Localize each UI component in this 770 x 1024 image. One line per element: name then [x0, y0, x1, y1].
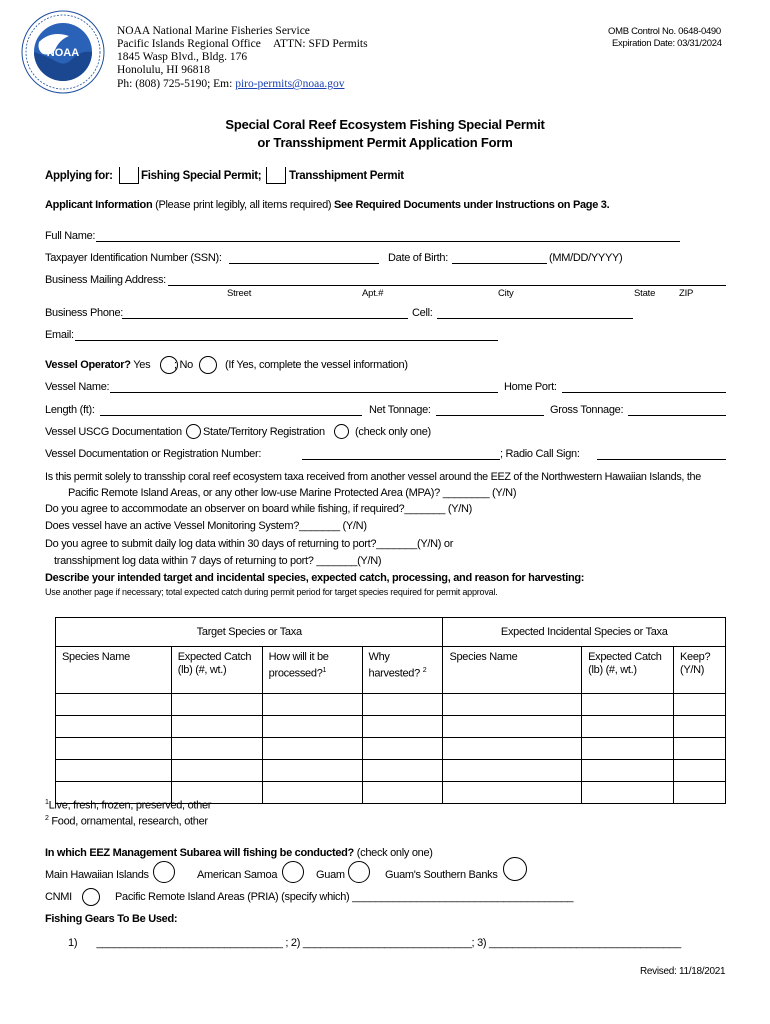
american-samoa-label: American Samoa — [197, 869, 278, 881]
noaa-logo — [21, 10, 105, 94]
agency-name: NOAA National Marine Fisheries Service — [117, 25, 310, 37]
ssn-label: Taxpayer Identification Number (SSN): — [45, 252, 222, 264]
table-cell[interactable] — [673, 760, 725, 782]
table-cell[interactable] — [443, 760, 582, 782]
dob-label: Date of Birth: — [388, 252, 448, 264]
email-link[interactable]: piro-permits@noaa.gov — [235, 78, 345, 90]
target-species-header: Target Species or Taxa — [56, 618, 443, 647]
applying-for-label: Applying for: — [45, 170, 113, 182]
street-caption: Street — [227, 288, 252, 299]
transshipment-permit-checkbox[interactable] — [266, 167, 286, 184]
uscg-documentation-radio[interactable] — [186, 424, 201, 439]
omb-control: OMB Control No. 0648-0490 — [608, 26, 721, 37]
length-label: Length (ft): — [45, 404, 95, 416]
state-registration-label: State/Territory Registration — [203, 426, 325, 438]
form-title-line2: or Transshipment Permit Application Form — [257, 135, 513, 150]
log-data-question-line1: Do you agree to submit daily log data within 30 days of returning to port?_______(Y/N) or — [45, 538, 454, 550]
transship-question-line2: Pacific Remote Island Areas, or any other low-use Marine Protected Area (MPA)? ________ (Y/N) — [68, 487, 517, 499]
table-cell[interactable] — [171, 738, 262, 760]
table-cell[interactable] — [673, 782, 725, 804]
gross-tonnage-field[interactable] — [628, 415, 726, 416]
radio-call-sign-field[interactable] — [597, 459, 726, 460]
transship-question-line1: Is this permit solely to transship coral reef ecosystem taxa received from another vessel around the EEZ of the Northwestern Hawaiian Islands, the — [45, 471, 701, 483]
table-row — [56, 738, 726, 760]
table-cell[interactable] — [171, 760, 262, 782]
dob-format: (MM/DD/YYYY) — [549, 252, 623, 264]
table-cell[interactable] — [673, 694, 725, 716]
applicant-info-heading — [45, 199, 609, 211]
species-table — [55, 617, 726, 804]
table-cell[interactable] — [443, 694, 582, 716]
table-cell[interactable] — [56, 738, 172, 760]
table-cell[interactable] — [582, 694, 674, 716]
table-cell[interactable] — [582, 782, 674, 804]
email-label: Email: — [45, 329, 74, 341]
attn-line: ATTN: SFD Permits — [273, 38, 368, 50]
contact-line — [117, 78, 344, 92]
footnote-1-text: Live, fresh, frozen, preserved, other — [48, 799, 212, 812]
vessel-name-label: Vessel Name: — [45, 381, 110, 393]
pria-label: Pacific Remote Island Areas (PRIA) (specify which) ______________________________________ — [115, 891, 574, 903]
address-street: 1845 Wasp Blvd., Bldg. 176 — [117, 51, 248, 63]
net-tonnage-field[interactable] — [436, 415, 544, 416]
office-name: Pacific Islands Regional Office — [117, 38, 261, 50]
species-table-group-header — [56, 618, 726, 647]
footnote-ref-2: 2 — [422, 667, 427, 674]
phone-text: Ph: (808) 725-5190; Em: — [117, 78, 233, 90]
table-cell[interactable] — [362, 716, 443, 738]
table-cell[interactable] — [582, 760, 674, 782]
length-field[interactable] — [100, 415, 362, 416]
table-cell[interactable] — [262, 694, 362, 716]
city-caption: City — [498, 288, 514, 299]
footnote-2 — [45, 815, 208, 828]
apt-caption: Apt.# — [362, 288, 384, 299]
table-cell[interactable] — [443, 738, 582, 760]
applicant-info-bold: Applicant Information — [45, 199, 153, 211]
table-cell[interactable] — [362, 760, 443, 782]
applicant-info-note: (Please print legibly, all items required) — [155, 199, 332, 211]
col-processed — [262, 647, 362, 694]
gross-tonnage-label: Gross Tonnage: — [550, 404, 624, 416]
observer-question: Do you agree to accommodate an observer on board while fishing, if required?_______ (Y/N) — [45, 503, 473, 515]
col-target-expected-catch: Expected Catch (lb) (#, wt.) — [171, 647, 262, 694]
mailing-address-label: Business Mailing Address: — [45, 274, 166, 286]
describe-species-note: Use another page if necessary; total expected catch during permit period for target species required for permit approval. — [45, 587, 498, 597]
address-city: Honolulu, HI 96818 — [117, 64, 210, 76]
cell-field[interactable] — [437, 318, 633, 319]
yes-label: Yes — [133, 359, 151, 371]
table-cell[interactable] — [362, 738, 443, 760]
no-label: ; No — [174, 359, 193, 371]
guam-southern-banks-radio[interactable] — [503, 857, 527, 881]
american-samoa-radio[interactable] — [282, 861, 304, 883]
guam-radio[interactable] — [348, 861, 370, 883]
form-title-line1: Special Coral Reef Ecosystem Fishing Special Permit — [225, 117, 545, 132]
main-hawaiian-islands-radio[interactable] — [153, 861, 175, 883]
eez-question — [45, 847, 433, 859]
required-docs-note: See Required Documents under Instructions on Page 3. — [334, 199, 610, 211]
footnote-1-mark: 1 — [45, 799, 49, 806]
describe-species-heading: Describe your intended target and incidental species, expected catch, processing, and reason for harvesting: — [45, 572, 585, 584]
svg-text:NOAA: NOAA — [46, 47, 80, 59]
table-cell[interactable] — [262, 760, 362, 782]
expiration-date: Expiration Date: 03/31/2024 — [612, 38, 722, 49]
table-row — [56, 694, 726, 716]
col-keep: Keep? (Y/N) — [673, 647, 725, 694]
table-cell[interactable] — [56, 694, 172, 716]
table-cell[interactable] — [673, 738, 725, 760]
table-cell[interactable] — [56, 760, 172, 782]
table-cell[interactable] — [443, 782, 582, 804]
table-cell[interactable] — [673, 716, 725, 738]
vessel-operator-note: (If Yes, complete the vessel information) — [225, 359, 408, 371]
table-cell[interactable] — [262, 716, 362, 738]
cnmi-radio[interactable] — [82, 888, 100, 906]
vms-question: Does vessel have an active Vessel Monitoring System?_______ (Y/N) — [45, 520, 367, 532]
vessel-name-field[interactable] — [110, 392, 498, 393]
col-target-species-name: Species Name — [56, 647, 172, 694]
table-cell[interactable] — [262, 738, 362, 760]
table-cell[interactable] — [171, 694, 262, 716]
vessel-operator-no-radio[interactable] — [199, 356, 217, 374]
table-cell[interactable] — [362, 694, 443, 716]
footnote-2-mark: 2 — [45, 815, 49, 822]
full-name-label: Full Name: — [45, 230, 96, 242]
dob-field[interactable] — [452, 263, 547, 264]
incidental-species-header: Expected Incidental Species or Taxa — [443, 618, 726, 647]
email-field[interactable] — [75, 340, 498, 341]
col-why-harvested-text: Why harvested? — [368, 651, 420, 680]
state-registration-radio[interactable] — [334, 424, 349, 439]
log-data-question-line2: transshipment log data within 7 days of returning to port? _______(Y/N) — [54, 555, 382, 567]
table-cell[interactable] — [171, 716, 262, 738]
col-incidental-species-name: Species Name — [443, 647, 582, 694]
main-hawaiian-islands-label: Main Hawaiian Islands — [45, 869, 149, 881]
state-caption: State — [634, 288, 656, 299]
table-row — [56, 760, 726, 782]
table-cell[interactable] — [582, 738, 674, 760]
fishing-special-permit-label: Fishing Special Permit; — [141, 170, 262, 182]
table-cell[interactable] — [262, 782, 362, 804]
cnmi-label: CNMI — [45, 891, 72, 903]
footnote-ref-1: 1 — [322, 667, 327, 674]
ssn-field[interactable] — [229, 263, 379, 264]
table-cell[interactable] — [443, 716, 582, 738]
table-cell[interactable] — [582, 716, 674, 738]
mailing-address-field[interactable] — [168, 285, 726, 286]
col-processed-text: How will it be processed? — [268, 651, 329, 680]
cell-label: Cell: — [412, 307, 433, 319]
business-phone-label: Business Phone: — [45, 307, 124, 319]
radio-call-sign-label: ; Radio Call Sign: — [500, 448, 580, 460]
eez-question-bold: In which EEZ Management Subarea will fishing be conducted? — [45, 847, 354, 859]
doc-number-label: Vessel Documentation or Registration Number: — [45, 448, 262, 460]
vessel-operator-label: Vessel Operator? — [45, 359, 131, 371]
transshipment-permit-label: Transshipment Permit — [289, 170, 404, 182]
zip-caption: ZIP — [679, 288, 694, 299]
col-incidental-expected-catch: Expected Catch (lb) (#, wt.) — [582, 647, 674, 694]
guam-label: Guam — [316, 869, 345, 881]
home-port-field[interactable] — [562, 392, 726, 393]
doc-number-field[interactable] — [302, 459, 500, 460]
table-cell[interactable] — [56, 716, 172, 738]
table-row — [56, 716, 726, 738]
footnote-2-text: Food, ornamental, research, other — [51, 815, 208, 828]
fishing-special-permit-checkbox[interactable] — [119, 167, 139, 184]
full-name-field[interactable] — [96, 241, 680, 242]
vessel-operator-row — [45, 359, 150, 371]
uscg-documentation-label: Vessel USCG Documentation — [45, 426, 182, 438]
business-phone-field[interactable] — [122, 318, 408, 319]
table-cell[interactable] — [362, 782, 443, 804]
net-tonnage-label: Net Tonnage: — [369, 404, 431, 416]
fishing-gears-lines[interactable]: 1) ________________________________ ; 2) _____________________________; 3) _________________________________ — [68, 937, 681, 949]
revised-date: Revised: 11/18/2021 — [640, 966, 726, 977]
home-port-label: Home Port: — [504, 381, 557, 393]
col-why-harvested — [362, 647, 443, 694]
fishing-gears-label: Fishing Gears To Be Used: — [45, 913, 178, 925]
species-table-column-header — [56, 647, 726, 694]
check-only-one-note: (check only one) — [355, 426, 431, 438]
guam-southern-banks-label: Guam's Southern Banks — [385, 869, 498, 881]
eez-question-note: (check only one) — [356, 847, 433, 859]
footnote-1 — [45, 799, 211, 812]
